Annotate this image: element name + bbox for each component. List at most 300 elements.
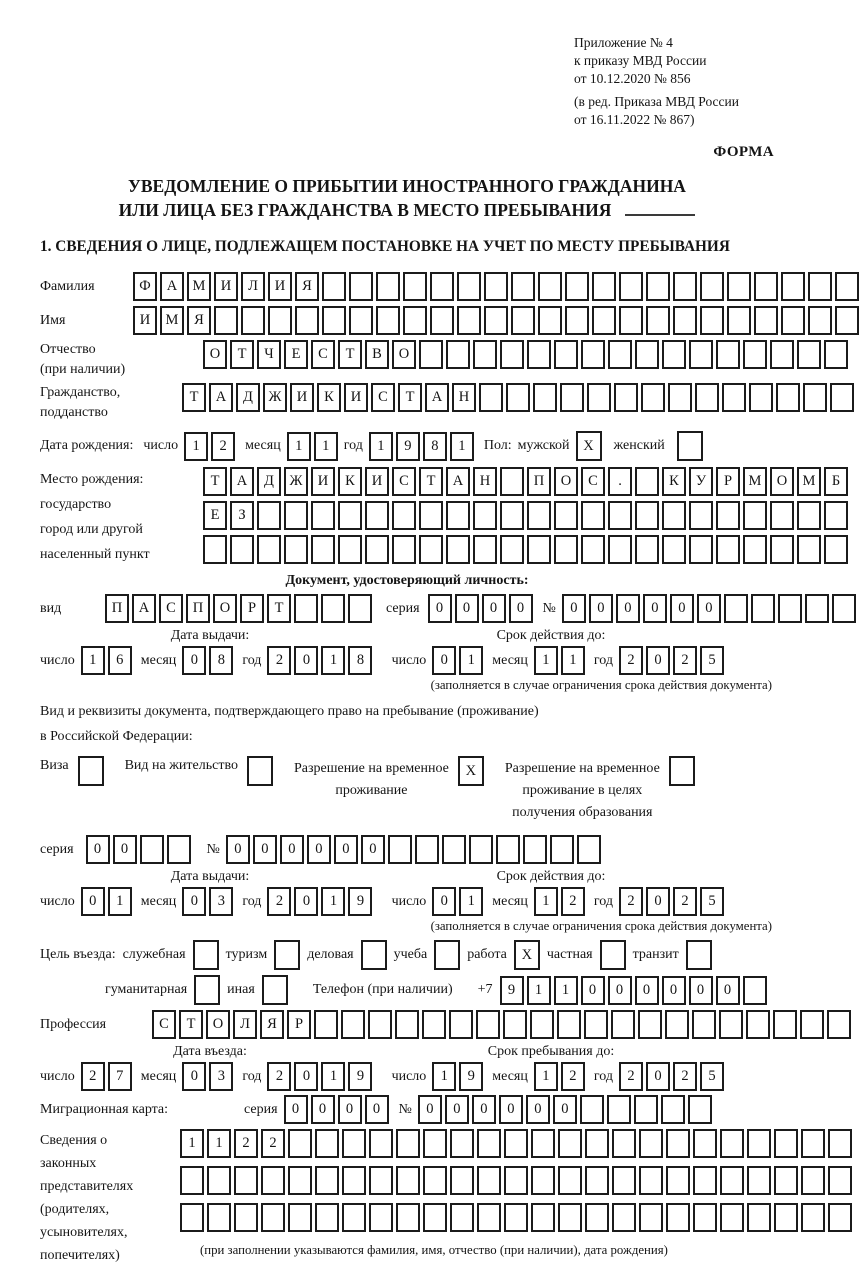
- char-box[interactable]: [635, 535, 659, 564]
- char-box[interactable]: [774, 1129, 798, 1158]
- char-box[interactable]: Т: [203, 467, 227, 496]
- char-box[interactable]: [724, 594, 748, 623]
- char-box[interactable]: [565, 272, 589, 301]
- char-box[interactable]: [558, 1203, 582, 1232]
- purpose-other-checkbox[interactable]: [262, 975, 288, 1005]
- char-box[interactable]: [827, 1010, 851, 1039]
- char-box[interactable]: А: [230, 467, 254, 496]
- char-box[interactable]: [315, 1166, 339, 1195]
- char-box[interactable]: 0: [509, 594, 533, 623]
- char-box[interactable]: [376, 306, 400, 335]
- char-box[interactable]: 0: [616, 594, 640, 623]
- char-box[interactable]: [423, 1129, 447, 1158]
- char-box[interactable]: [722, 383, 746, 412]
- char-box[interactable]: [693, 1166, 717, 1195]
- char-box[interactable]: [835, 272, 859, 301]
- char-box[interactable]: [743, 501, 767, 530]
- char-box[interactable]: [423, 1166, 447, 1195]
- char-box[interactable]: [554, 340, 578, 369]
- char-box[interactable]: 0: [646, 646, 670, 675]
- char-box[interactable]: Е: [284, 340, 308, 369]
- purpose-transit-checkbox[interactable]: [686, 940, 712, 970]
- char-box[interactable]: [446, 340, 470, 369]
- char-box[interactable]: [261, 1166, 285, 1195]
- char-box[interactable]: [167, 835, 191, 864]
- char-box[interactable]: 8: [348, 646, 372, 675]
- char-box[interactable]: 2: [673, 1062, 697, 1091]
- char-box[interactable]: [608, 535, 632, 564]
- char-box[interactable]: [646, 272, 670, 301]
- char-box[interactable]: [585, 1166, 609, 1195]
- char-box[interactable]: [743, 340, 767, 369]
- char-box[interactable]: 0: [455, 594, 479, 623]
- purpose-official-checkbox[interactable]: [193, 940, 219, 970]
- char-box[interactable]: З: [230, 501, 254, 530]
- char-box[interactable]: [828, 1203, 852, 1232]
- char-box[interactable]: О: [206, 1010, 230, 1039]
- char-box[interactable]: [422, 1010, 446, 1039]
- char-box[interactable]: 0: [113, 835, 137, 864]
- char-box[interactable]: [457, 272, 481, 301]
- char-box[interactable]: Б: [824, 467, 848, 496]
- char-box[interactable]: 0: [334, 835, 358, 864]
- char-box[interactable]: 1: [314, 432, 338, 461]
- char-box[interactable]: [828, 1129, 852, 1158]
- char-box[interactable]: [369, 1129, 393, 1158]
- char-box[interactable]: Н: [452, 383, 476, 412]
- char-box[interactable]: [268, 306, 292, 335]
- char-box[interactable]: 0: [716, 976, 740, 1005]
- char-box[interactable]: [808, 272, 832, 301]
- gender-female-checkbox[interactable]: [677, 431, 703, 461]
- char-box[interactable]: [550, 835, 574, 864]
- char-box[interactable]: 0: [553, 1095, 577, 1124]
- char-box[interactable]: [824, 340, 848, 369]
- char-box[interactable]: 0: [562, 594, 586, 623]
- char-box[interactable]: [314, 1010, 338, 1039]
- char-box[interactable]: [294, 594, 318, 623]
- char-box[interactable]: 9: [500, 976, 524, 1005]
- char-box[interactable]: [527, 340, 551, 369]
- char-box[interactable]: [770, 501, 794, 530]
- char-box[interactable]: 1: [527, 976, 551, 1005]
- char-box[interactable]: 0: [670, 594, 694, 623]
- char-box[interactable]: [376, 272, 400, 301]
- char-box[interactable]: Р: [240, 594, 264, 623]
- char-box[interactable]: С: [371, 383, 395, 412]
- char-box[interactable]: [773, 1010, 797, 1039]
- char-box[interactable]: П: [527, 467, 551, 496]
- char-box[interactable]: [257, 535, 281, 564]
- char-box[interactable]: [665, 1010, 689, 1039]
- char-box[interactable]: Я: [187, 306, 211, 335]
- char-box[interactable]: [700, 306, 724, 335]
- char-box[interactable]: [484, 272, 508, 301]
- char-box[interactable]: [801, 1129, 825, 1158]
- char-box[interactable]: 1: [561, 646, 585, 675]
- residence-permit-checkbox[interactable]: [247, 756, 273, 786]
- char-box[interactable]: О: [203, 340, 227, 369]
- purpose-private-checkbox[interactable]: [600, 940, 626, 970]
- char-box[interactable]: 2: [261, 1129, 285, 1158]
- visa-checkbox[interactable]: [78, 756, 104, 786]
- char-box[interactable]: [801, 1203, 825, 1232]
- char-box[interactable]: У: [689, 467, 713, 496]
- purpose-study-checkbox[interactable]: [434, 940, 460, 970]
- char-box[interactable]: [608, 340, 632, 369]
- char-box[interactable]: [743, 535, 767, 564]
- char-box[interactable]: 5: [700, 887, 724, 916]
- char-box[interactable]: [646, 306, 670, 335]
- char-box[interactable]: 7: [108, 1062, 132, 1091]
- char-box[interactable]: [315, 1203, 339, 1232]
- char-box[interactable]: [719, 1010, 743, 1039]
- char-box[interactable]: [500, 340, 524, 369]
- char-box[interactable]: Ф: [133, 272, 157, 301]
- char-box[interactable]: [315, 1129, 339, 1158]
- char-box[interactable]: О: [213, 594, 237, 623]
- char-box[interactable]: 0: [307, 835, 331, 864]
- char-box[interactable]: А: [160, 272, 184, 301]
- char-box[interactable]: 0: [226, 835, 250, 864]
- char-box[interactable]: [450, 1166, 474, 1195]
- char-box[interactable]: О: [770, 467, 794, 496]
- char-box[interactable]: 2: [619, 887, 643, 916]
- char-box[interactable]: К: [662, 467, 686, 496]
- char-box[interactable]: В: [365, 340, 389, 369]
- char-box[interactable]: 0: [589, 594, 613, 623]
- char-box[interactable]: [504, 1129, 528, 1158]
- char-box[interactable]: [511, 306, 535, 335]
- char-box[interactable]: [614, 383, 638, 412]
- char-box[interactable]: 0: [432, 887, 456, 916]
- char-box[interactable]: 1: [108, 887, 132, 916]
- char-box[interactable]: [349, 306, 373, 335]
- char-box[interactable]: [611, 1010, 635, 1039]
- char-box[interactable]: [662, 535, 686, 564]
- char-box[interactable]: [797, 340, 821, 369]
- char-box[interactable]: 0: [643, 594, 667, 623]
- char-box[interactable]: [477, 1166, 501, 1195]
- char-box[interactable]: Р: [716, 467, 740, 496]
- char-box[interactable]: [661, 1095, 685, 1124]
- char-box[interactable]: [503, 1010, 527, 1039]
- char-box[interactable]: [770, 340, 794, 369]
- char-box[interactable]: С: [152, 1010, 176, 1039]
- char-box[interactable]: 2: [267, 1062, 291, 1091]
- char-box[interactable]: [560, 383, 584, 412]
- char-box[interactable]: А: [132, 594, 156, 623]
- char-box[interactable]: [295, 306, 319, 335]
- char-box[interactable]: О: [392, 340, 416, 369]
- char-box[interactable]: 2: [619, 646, 643, 675]
- char-box[interactable]: [396, 1129, 420, 1158]
- purpose-business-checkbox[interactable]: [361, 940, 387, 970]
- char-box[interactable]: П: [105, 594, 129, 623]
- char-box[interactable]: 1: [287, 432, 311, 461]
- char-box[interactable]: [554, 535, 578, 564]
- char-box[interactable]: [533, 383, 557, 412]
- char-box[interactable]: Е: [203, 501, 227, 530]
- char-box[interactable]: И: [133, 306, 157, 335]
- char-box[interactable]: [423, 1203, 447, 1232]
- char-box[interactable]: [392, 501, 416, 530]
- char-box[interactable]: 0: [432, 646, 456, 675]
- char-box[interactable]: [695, 383, 719, 412]
- char-box[interactable]: Т: [267, 594, 291, 623]
- char-box[interactable]: А: [446, 467, 470, 496]
- char-box[interactable]: 9: [459, 1062, 483, 1091]
- char-box[interactable]: [230, 535, 254, 564]
- char-box[interactable]: [635, 501, 659, 530]
- char-box[interactable]: 0: [86, 835, 110, 864]
- char-box[interactable]: [800, 1010, 824, 1039]
- char-box[interactable]: 0: [182, 1062, 206, 1091]
- char-box[interactable]: [797, 501, 821, 530]
- char-box[interactable]: [751, 594, 775, 623]
- char-box[interactable]: 1: [81, 646, 105, 675]
- char-box[interactable]: [203, 535, 227, 564]
- char-box[interactable]: [581, 501, 605, 530]
- char-box[interactable]: [639, 1166, 663, 1195]
- char-box[interactable]: Ж: [284, 467, 308, 496]
- char-box[interactable]: 0: [418, 1095, 442, 1124]
- char-box[interactable]: [284, 501, 308, 530]
- char-box[interactable]: [584, 1010, 608, 1039]
- char-box[interactable]: [538, 306, 562, 335]
- char-box[interactable]: 0: [311, 1095, 335, 1124]
- char-box[interactable]: [781, 272, 805, 301]
- char-box[interactable]: [530, 1010, 554, 1039]
- char-box[interactable]: [612, 1166, 636, 1195]
- char-box[interactable]: [496, 835, 520, 864]
- char-box[interactable]: [457, 306, 481, 335]
- char-box[interactable]: [321, 594, 345, 623]
- char-box[interactable]: [666, 1203, 690, 1232]
- char-box[interactable]: 1: [534, 887, 558, 916]
- char-box[interactable]: [747, 1203, 771, 1232]
- char-box[interactable]: Ж: [263, 383, 287, 412]
- char-box[interactable]: 1: [321, 1062, 345, 1091]
- char-box[interactable]: [342, 1166, 366, 1195]
- char-box[interactable]: [666, 1166, 690, 1195]
- char-box[interactable]: 0: [581, 976, 605, 1005]
- char-box[interactable]: [368, 1010, 392, 1039]
- char-box[interactable]: .: [608, 467, 632, 496]
- char-box[interactable]: [479, 383, 503, 412]
- char-box[interactable]: 1: [180, 1129, 204, 1158]
- gender-male-checkbox[interactable]: X: [576, 431, 602, 461]
- char-box[interactable]: [619, 272, 643, 301]
- char-box[interactable]: [754, 306, 778, 335]
- char-box[interactable]: Н: [473, 467, 497, 496]
- char-box[interactable]: [504, 1203, 528, 1232]
- char-box[interactable]: [808, 306, 832, 335]
- char-box[interactable]: И: [311, 467, 335, 496]
- char-box[interactable]: [473, 501, 497, 530]
- char-box[interactable]: [612, 1129, 636, 1158]
- char-box[interactable]: [396, 1166, 420, 1195]
- char-box[interactable]: [754, 272, 778, 301]
- char-box[interactable]: [504, 1166, 528, 1195]
- char-box[interactable]: [180, 1166, 204, 1195]
- char-box[interactable]: 6: [108, 646, 132, 675]
- char-box[interactable]: [805, 594, 829, 623]
- char-box[interactable]: [716, 340, 740, 369]
- char-box[interactable]: [311, 535, 335, 564]
- char-box[interactable]: 1: [459, 887, 483, 916]
- char-box[interactable]: С: [159, 594, 183, 623]
- char-box[interactable]: 0: [182, 646, 206, 675]
- purpose-work-checkbox[interactable]: X: [514, 940, 540, 970]
- char-box[interactable]: Р: [287, 1010, 311, 1039]
- char-box[interactable]: [639, 1129, 663, 1158]
- char-box[interactable]: [824, 535, 848, 564]
- char-box[interactable]: Т: [338, 340, 362, 369]
- char-box[interactable]: 0: [526, 1095, 550, 1124]
- char-box[interactable]: 1: [369, 432, 393, 461]
- char-box[interactable]: 2: [267, 646, 291, 675]
- char-box[interactable]: А: [209, 383, 233, 412]
- char-box[interactable]: [322, 306, 346, 335]
- char-box[interactable]: [558, 1166, 582, 1195]
- char-box[interactable]: 3: [209, 887, 233, 916]
- char-box[interactable]: М: [797, 467, 821, 496]
- char-box[interactable]: [635, 340, 659, 369]
- char-box[interactable]: 0: [253, 835, 277, 864]
- char-box[interactable]: Т: [179, 1010, 203, 1039]
- char-box[interactable]: [577, 835, 601, 864]
- char-box[interactable]: 2: [561, 887, 585, 916]
- char-box[interactable]: [832, 594, 856, 623]
- char-box[interactable]: С: [581, 467, 605, 496]
- char-box[interactable]: М: [187, 272, 211, 301]
- char-box[interactable]: 1: [554, 976, 578, 1005]
- char-box[interactable]: 2: [267, 887, 291, 916]
- char-box[interactable]: [484, 306, 508, 335]
- char-box[interactable]: [774, 1203, 798, 1232]
- char-box[interactable]: [747, 1166, 771, 1195]
- char-box[interactable]: [288, 1166, 312, 1195]
- char-box[interactable]: Ч: [257, 340, 281, 369]
- char-box[interactable]: П: [186, 594, 210, 623]
- char-box[interactable]: 2: [81, 1062, 105, 1091]
- char-box[interactable]: 2: [673, 887, 697, 916]
- char-box[interactable]: [473, 535, 497, 564]
- char-box[interactable]: [635, 467, 659, 496]
- char-box[interactable]: [824, 501, 848, 530]
- char-box[interactable]: [770, 535, 794, 564]
- char-box[interactable]: [639, 1203, 663, 1232]
- char-box[interactable]: [403, 272, 427, 301]
- char-box[interactable]: [342, 1129, 366, 1158]
- char-box[interactable]: [527, 501, 551, 530]
- char-box[interactable]: Т: [398, 383, 422, 412]
- char-box[interactable]: [638, 1010, 662, 1039]
- char-box[interactable]: С: [392, 467, 416, 496]
- char-box[interactable]: 2: [234, 1129, 258, 1158]
- char-box[interactable]: [284, 535, 308, 564]
- char-box[interactable]: [527, 535, 551, 564]
- char-box[interactable]: [392, 535, 416, 564]
- char-box[interactable]: К: [338, 467, 362, 496]
- purpose-tourism-checkbox[interactable]: [274, 940, 300, 970]
- char-box[interactable]: [446, 501, 470, 530]
- char-box[interactable]: Д: [257, 467, 281, 496]
- char-box[interactable]: [668, 383, 692, 412]
- char-box[interactable]: [531, 1129, 555, 1158]
- char-box[interactable]: [612, 1203, 636, 1232]
- char-box[interactable]: [473, 340, 497, 369]
- char-box[interactable]: 5: [700, 646, 724, 675]
- char-box[interactable]: [585, 1203, 609, 1232]
- char-box[interactable]: [365, 501, 389, 530]
- char-box[interactable]: [781, 306, 805, 335]
- char-box[interactable]: [261, 1203, 285, 1232]
- char-box[interactable]: [403, 306, 427, 335]
- char-box[interactable]: Я: [260, 1010, 284, 1039]
- char-box[interactable]: [419, 535, 443, 564]
- char-box[interactable]: [716, 535, 740, 564]
- char-box[interactable]: Л: [241, 272, 265, 301]
- char-box[interactable]: [234, 1166, 258, 1195]
- char-box[interactable]: 0: [646, 887, 670, 916]
- char-box[interactable]: [673, 306, 697, 335]
- char-box[interactable]: [419, 501, 443, 530]
- char-box[interactable]: 0: [689, 976, 713, 1005]
- char-box[interactable]: 0: [662, 976, 686, 1005]
- char-box[interactable]: [585, 1129, 609, 1158]
- char-box[interactable]: [774, 1166, 798, 1195]
- char-box[interactable]: [692, 1010, 716, 1039]
- char-box[interactable]: [348, 594, 372, 623]
- char-box[interactable]: 0: [365, 1095, 389, 1124]
- char-box[interactable]: [747, 1129, 771, 1158]
- char-box[interactable]: [419, 340, 443, 369]
- char-box[interactable]: [207, 1166, 231, 1195]
- char-box[interactable]: [666, 1129, 690, 1158]
- char-box[interactable]: 0: [428, 594, 452, 623]
- char-box[interactable]: [634, 1095, 658, 1124]
- char-box[interactable]: 1: [432, 1062, 456, 1091]
- char-box[interactable]: [241, 306, 265, 335]
- char-box[interactable]: [476, 1010, 500, 1039]
- temp-residence-permit-checkbox[interactable]: X: [458, 756, 484, 786]
- char-box[interactable]: [746, 1010, 770, 1039]
- char-box[interactable]: [688, 1095, 712, 1124]
- char-box[interactable]: 9: [348, 1062, 372, 1091]
- char-box[interactable]: [506, 383, 530, 412]
- char-box[interactable]: 0: [697, 594, 721, 623]
- char-box[interactable]: [214, 306, 238, 335]
- char-box[interactable]: [388, 835, 412, 864]
- char-box[interactable]: [442, 835, 466, 864]
- char-box[interactable]: 0: [608, 976, 632, 1005]
- char-box[interactable]: [395, 1010, 419, 1039]
- char-box[interactable]: [322, 272, 346, 301]
- char-box[interactable]: [446, 535, 470, 564]
- char-box[interactable]: 3: [209, 1062, 233, 1091]
- char-box[interactable]: [673, 272, 697, 301]
- char-box[interactable]: [369, 1203, 393, 1232]
- char-box[interactable]: [689, 535, 713, 564]
- char-box[interactable]: [415, 835, 439, 864]
- char-box[interactable]: Т: [230, 340, 254, 369]
- char-box[interactable]: [720, 1166, 744, 1195]
- char-box[interactable]: [581, 535, 605, 564]
- char-box[interactable]: Д: [236, 383, 260, 412]
- char-box[interactable]: [430, 272, 454, 301]
